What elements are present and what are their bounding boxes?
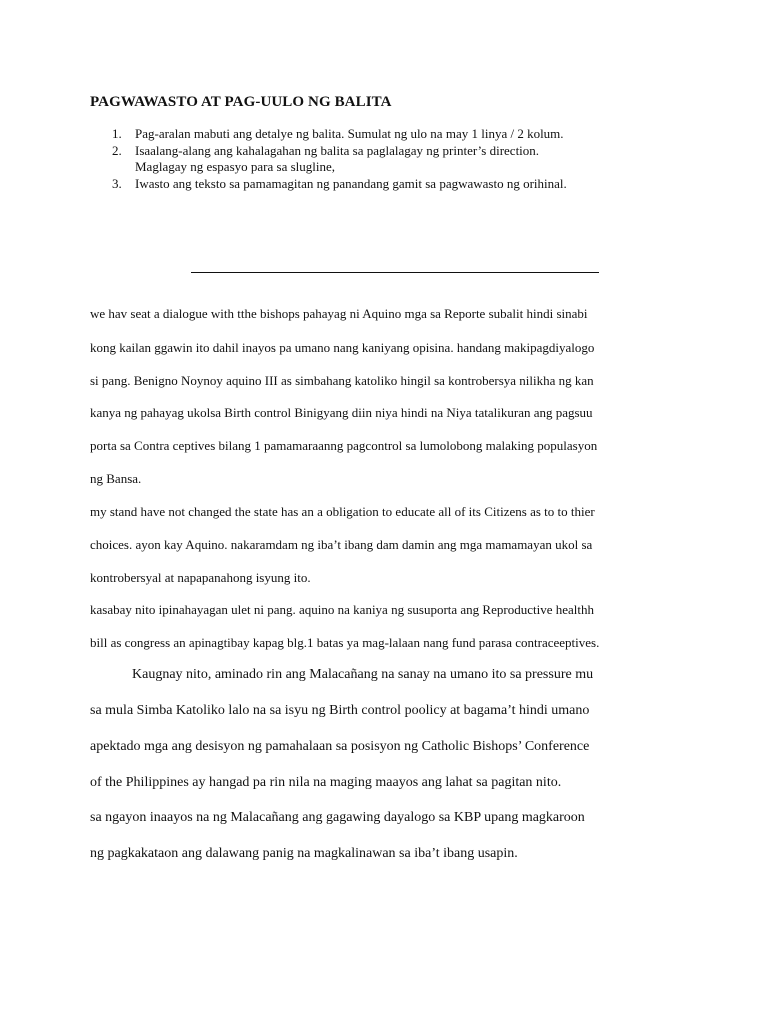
instruction-item (112, 126, 712, 143)
article-line: kontrobersyal at napapanahong isyung ito. (90, 570, 311, 585)
article-line: sa ngayon inaayos na ng Malacañang ang gagawing dayalogo sa KBP upang magkaroon (90, 810, 585, 825)
article-line: kanya ng pahayag ukolsa Birth control Binigyang diin niya hindi na Niya tatalikuran ang pagsuu (90, 405, 593, 420)
horizontal-rule (191, 272, 599, 273)
article-line: ng Bansa. (90, 471, 142, 486)
instruction-number: 3. (112, 175, 122, 191)
instruction-text: Pag-aralan mabuti ang detalye ng balita. Sumulat ng ulo na may 1 linya / 2 kolum. (135, 126, 564, 141)
article-line: kasabay nito ipinahayagan ulet ni pang. aquino na kaniya ng susuporta ang Reproductive healthh (90, 602, 594, 617)
article-line: Kaugnay nito, aminado rin ang Malacañang na sanay na umano ito sa pressure mu (132, 667, 594, 682)
instruction-text: Iwasto ang teksto sa pamamagitan ng panandang gamit sa pagwawasto ng orihinal. (135, 175, 567, 191)
article-line: we hav seat a dialogue with tthe bishops pahayag ni Aquino mga sa Reporte subalit hindi sinabi (90, 306, 588, 321)
article-line: sa mula Simba Katoliko lalo na sa isyu ng Birth control poolicy at bagama’t hindi umano (90, 703, 590, 718)
article-line: apektado mga ang desisyon ng pamahalaan sa posisyon ng Catholic Bishops’ Conference (90, 739, 590, 754)
instruction-number: 2. (112, 142, 122, 158)
article-line: ng pagkakataon ang dalawang panig na magkalinawan sa iba’t ibang usapin. (90, 846, 518, 861)
article-line: of the Philippines ay hangad pa rin nila na maging maayos ang lahat sa pagitan nito. (90, 775, 562, 790)
article-line: kong kailan ggawin ito dahil inayos pa umano nang kaniyang opisina. handang makipagdiyalogo (90, 340, 595, 355)
instruction-text: Isaalang-alang ang kahalagahan ng balita sa paglalagay ng printer’s direction. Maglagay ng espasyo para sa slugline, (135, 142, 540, 174)
instruction-item (112, 143, 712, 176)
instruction-item (112, 176, 712, 193)
article-line: si pang. Benigno Noynoy aquino III as simbahang katoliko hingil sa kontrobersya nilikha ng kan (90, 373, 594, 388)
article-line: porta sa Contra ceptives bilang 1 pamamaraanng pagcontrol sa lumolobong malaking populasyon (90, 438, 598, 453)
article-line: bill as congress an apinagtibay kapag blg.1 batas ya mag-lalaan nang fund parasa contraceeptives. (90, 635, 600, 650)
article-line: my stand have not changed the state has an a obligation to educate all of its Citizens as to to thier (90, 504, 595, 519)
instructions-list (112, 126, 712, 192)
document-title: PAGWAWASTO AT PAG-UULO NG BALITA (90, 94, 392, 110)
article-line: choices. ayon kay Aquino. nakaramdam ng iba’t ibang dam damin ang mga mamamayan ukol sa (90, 537, 593, 552)
instruction-number: 1. (112, 126, 122, 141)
